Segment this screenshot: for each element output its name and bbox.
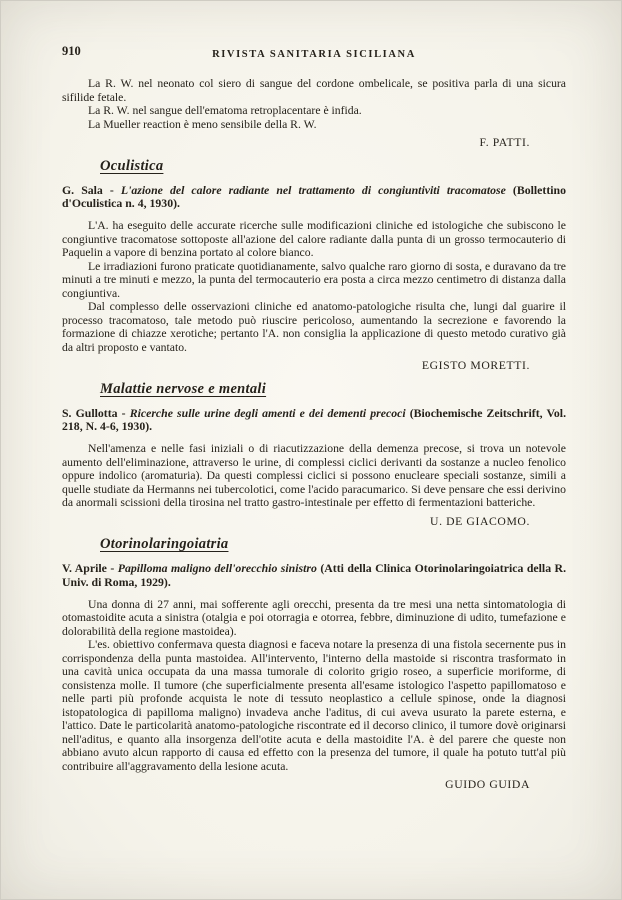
paragraph: La R. W. nel sangue dell'ematoma retroplacentare è infida. (88, 104, 362, 117)
entry-reference: (Bollettino d'Oculistica n. 4, 1930). (62, 182, 567, 211)
journal-title: RIVISTA SANITARIA SICILIANA (212, 49, 416, 60)
section-otorinolaringoiatria (62, 536, 566, 792)
section-heading: Otorinolaringoiatria (100, 536, 229, 553)
entry-title: Papilloma maligno dell'orecchio sinistro (117, 561, 317, 576)
paragraph: Dal complesso delle osservazioni cliniche ed anatomo-patologiche risulta che, lungi dal guarire il processo tracomatoso, tale metodo può riuscire pericoloso, aumentando la secrezione e favorendo la formazione di chiazze xerotiche; pertanto l'A. non consiglia la applicazione di questo metodo curativo già da altri proposto e vantato. (62, 300, 566, 354)
page-number: 910 (62, 44, 81, 58)
author-signature: EGISTO MORETTI. (421, 359, 530, 373)
page-header (62, 44, 566, 60)
entry-reference: (Atti della Clinica Otorinolaringoiatrica della R. Univ. di Roma, 1929). (62, 561, 567, 589)
section-heading: Oculistica (100, 157, 164, 174)
entry-author: V. Aprile - (62, 561, 115, 576)
section-heading: Malattie nervose e mentali (100, 380, 267, 397)
paragraph: La Mueller reaction è meno sensibile della R. W. (88, 117, 317, 131)
author-signature: F. PATTI. (479, 136, 530, 149)
paragraph: La R. W. nel neonato col siero di sangue del cordone ombelicale, se positiva parla di una sicura sifilide fetale. (62, 77, 566, 104)
paragraph: Nell'amenza e nelle fasi iniziali o di riacutizzazione della demenza precose, si trova un notevole aumento dell'eliminazione, attraverso le urine, di complessi ciclici derivanti da sostanze a nucleo fenolico oppure indolico (aromaturia). Da questi complessi ciclici si possono enucleare speciali sostanze, simili a quelle studiate da Hermanns nei tubercolotici, come l'acido paracumarico. Si deve pensare che essi derivino da anormali scissioni della tirosina nel tratto gastro-intestinale per effetto di fermentazioni batteriche. (62, 442, 566, 510)
entry-heading (62, 562, 566, 590)
paragraph: L'A. ha eseguito delle accurate ricerche sulle modificazioni cliniche ed istologiche che subiscono le congiuntive tracomatose sottoposte all'azione del calore radiante dalla punta di un grosso termocauterio di Paquelin a vapore di benzina portato al colore bianco. (62, 219, 566, 260)
paragraph: Le irradiazioni furono praticate quotidianamente, salvo qualche raro giorno di sosta, e duravano da tre minuti a tre minuti e mezzo, la punta del termocauterio era posta a circa mezzo centimetro di distanza dalla congiuntiva. (62, 259, 566, 300)
intro-section (62, 77, 566, 150)
entry-title: L'azione del calore radiante nel trattamento di congiuntiviti tracomatose (120, 182, 506, 197)
entry-author: S. Gullotta - (62, 405, 126, 420)
entry-author: G. Sala - (62, 182, 114, 197)
entry-reference: (Biochemische Zeitschrift, Vol. 218, N. 4-6, 1930). (62, 405, 567, 434)
entry-heading (62, 407, 566, 435)
author-signature: U. DE GIACOMO. (430, 514, 530, 528)
paragraph: L'es. obiettivo confermava questa diagnosi e faceva notare la presenza di una fistola secernente pus in corrispondenza della punta mastoidea. All'intervento, l'interno della mastoide si riscontra trasformato in una cavità unica occupata da una massa tumorale di colorito grigio roseo, a superficie moriforme, di consistenza molle. Il tumore (che superficialmente presenta all'esame istologico l'aspetto papillomatoso e nelle parti più profonde acquista le note di tessuto neoplastico a cellule spinose, onde la diagnosi istopatologica di papilloma maligno) invadeva anche l'aditus, di cui aveva usurato la parete esterna, e l'attico. Date le particolarità anatomo-patologiche riscontrate ed il decorso clinico, il tumore dovè originarsi nell'aditus, e quanto alla insorgenza dell'otite acuta e della mastoidite l'A. è del parere che queste non abbiano avuto alcun rapporto di causa ed effetto con la presenza del tumore, il quale ha potuto tutt'al più contribuire all'aggravamento della lesione acuta. (62, 638, 566, 773)
section-malattie-nervose (62, 381, 566, 529)
author-signature: GUIDO GUIDA (445, 778, 530, 792)
entry-heading (62, 184, 566, 212)
section-oculistica (62, 158, 566, 373)
entry-title: Ricerche sulle urine degli amenti e dei dementi precoci (129, 405, 406, 420)
paragraph: Una donna di 27 anni, mai sofferente agli orecchi, presenta da tre mesi una netta sintomatologia di otomastoidite acuta a sinistra (otalgia e poi otorragia e otorrea, febbre, diminuzione di udito, tumefazione e dolorabilità della regione mastoidea). (62, 597, 566, 638)
